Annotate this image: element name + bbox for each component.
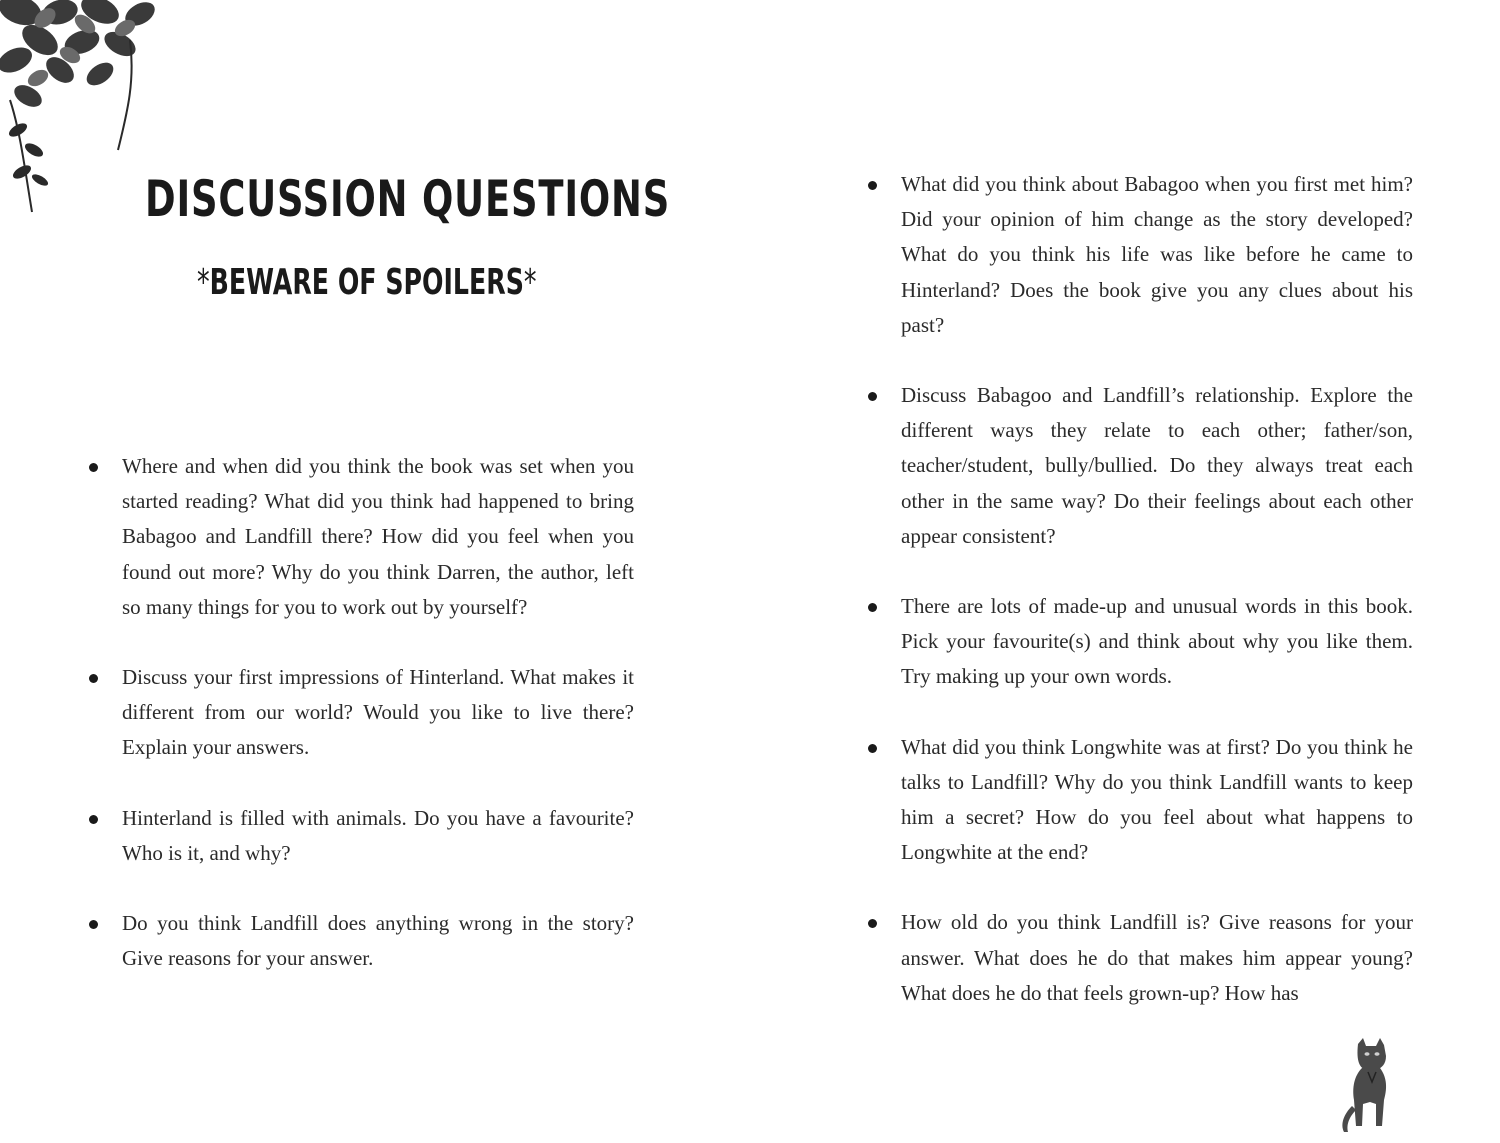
panther-illustration: [1330, 1036, 1410, 1136]
list-item: How old do you think Landfill is? Give reasons for your answer. What does he do that makes him appear young? What does he do that feels grown-up? How has: [901, 905, 1413, 1011]
list-item: What did you think about Babagoo when you first met him? Did your opinion of him change as the story developed? What do you think his life was like before he came to Hinterland? Does the book give you any clues about his past?: [901, 167, 1413, 343]
subtitle-mark-right: *: [523, 262, 537, 303]
page-title: DISCUSSION QUESTIONS: [145, 170, 671, 228]
page-subtitle: [197, 262, 537, 303]
list-item: Hinterland is filled with animals. Do you have a favourite? Who is it, and why?: [122, 801, 634, 871]
subtitle-mark-left: *: [197, 262, 210, 303]
list-item: Discuss your first impressions of Hinterland. What makes it different from our world? Would you like to live there? Explain your answers.: [122, 660, 634, 766]
list-item: There are lots of made-up and unusual words in this book. Pick your favourite(s) and think about why you like them. Try making up your own words.: [901, 589, 1413, 695]
list-item: Discuss Babagoo and Landfill’s relationship. Explore the different ways they relate to each other; father/son, teacher/student, bully/bullied. Do they always treat each other in the same way? Do their feelings about each other appear consistent?: [901, 378, 1413, 554]
subtitle-text: BEWARE OF SPOILERS: [209, 262, 524, 303]
list-item: Do you think Landfill does anything wrong in the story? Give reasons for your answer.: [122, 906, 634, 976]
list-item: What did you think Longwhite was at first? Do you think he talks to Landfill? Why do you think Landfill wants to keep him a secret? How do you feel about what happens to Longwhite at the end?: [901, 730, 1413, 871]
list-item: Where and when did you think the book was set when you started reading? What did you think had happened to bring Babagoo and Landfill there? How did you feel when you found out more? Why do you think Darren, the author, left so many things for you to work out by yourself?: [122, 449, 634, 625]
question-list-left: [122, 449, 634, 1011]
question-list-right: [901, 167, 1413, 1046]
